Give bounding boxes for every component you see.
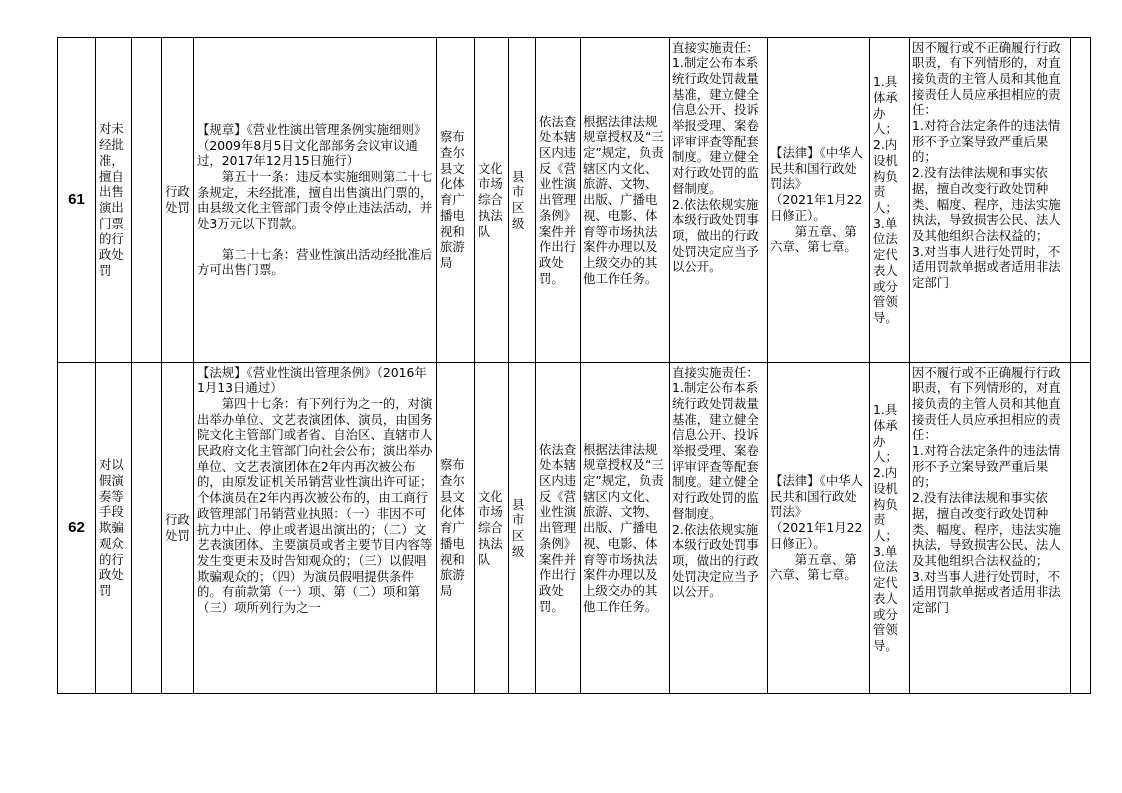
subject-cell: 依法查处本辖区内违反《营业性演出管理条例》案件并作出行政处罚。 [536, 38, 581, 363]
sub-item-cell [132, 38, 162, 363]
law-date: （2021年1月22日修正）。 [770, 192, 863, 223]
accountability-cell: 因不履行或不正确履行行政职责，有下列情形的，对直接负责的主管人员和其他直接责任人员应承担相应的责任： 1.对符合法定条件的违法情形不予立案导致严重后果的； 2.没有法律法规和事实依据，擅自改变行政处罚种类、幅度、程序，违法实施执法，导致损害公民、法人及其他组织合法权益的； 3.对当事人进行处罚时，不适用罚款单据或者适用非法定部门 [910, 38, 1071, 363]
scope-cell: 根据法律法规规章授权及“三定”规定，负责辖区内文化、旅游、文物、出版、广播电视、电影、体育等市场执法案件办理以及上级交办的其他工作任务。 [581, 363, 670, 694]
unit-cell: 文化市场综合执法队 [475, 38, 509, 363]
basis-article: 第四十七条：有下列行为之一的，对演出举办单位、文艺表演团体、演员，由国务院文化主管部门或者省、自治区、直辖市人民政府文化主管部门向社会公布；演出举办单位、文艺表演团体在2年内再次被公布的，由原发证机关吊销营业性演出许可证；个体演员在2年内再次被公布的，由工商行政管理部门吊销营业执照：（一）非因不可抗力中止、停止或者退出演出的；（二）文艺表演团体、主要演员或者主要节目内容等发生变更未及时告知观众的；（三）以假唱欺骗观众的；（四）为演员假唱提供条件的。有前款第（一）项、第（二）项和第（三）项所列行为之一 [197, 395, 433, 616]
responsible-cell: 1.具体承办人； 2.内设机构负责人； 3.单位法定代表人或分管领导。 [870, 38, 910, 363]
level-cell: 县市区级 [509, 363, 536, 694]
row-index: 61 [58, 38, 96, 363]
remark-cell [1071, 363, 1091, 694]
law-chapters: 第五章、第六章、第七章。 [770, 551, 857, 583]
basis-title: 【规章】《营业性演出管理条例实施细则》（2009年8月5日文化部部务会议审议通过，2017年12月15日施行） [197, 121, 427, 169]
duty-cell: 直接实施责任： 1.制定公布本系统行政处罚裁量基准，建立健全信息公开、投诉举报受理、案卷评审评查等配套制度。建立健全对行政处罚的监督制度。 2.依法依规实施本级行政处罚事项，做出的行政处罚决定应当予以公开。 [670, 38, 768, 363]
basis-article-2: 第二十七条：营业性演出活动经批准后方可出售门票。 [197, 246, 433, 278]
law-date: （2021年1月22日修正）。 [770, 520, 863, 551]
scope-cell: 根据法律法规规章授权及“三定”规定，负责辖区内文化、旅游、文物、出版、广播电视、电影、体育等市场执法案件办理以及上级交办的其他工作任务。 [581, 38, 670, 363]
department-cell: 察布查尔县文化体育广播电视和旅游局 [437, 363, 475, 694]
table-row [58, 363, 1091, 694]
level-cell: 县市区级 [509, 38, 536, 363]
legal-basis-cell [194, 363, 437, 694]
sub-item-cell [132, 363, 162, 694]
table-row [58, 38, 1091, 363]
basis-article: 第五十一条：违反本实施细则第二十七条规定，未经批准，擅自出售演出门票的，由县级文化主管部门责令停止违法活动，并处3万元以下罚款。 [197, 168, 433, 232]
law-reference-cell [768, 38, 870, 363]
accountability-cell: 因不履行或不正确履行行政职责，有下列情形的，对直接负责的主管人员和其他直接责任人员应承担相应的责任： 1.对符合法定条件的违法情形不予立案导致严重后果的； 2.没有法律法规和事实依据，擅自改变行政处罚种类、幅度、程序，违法实施执法，导致损害公民、法人及其他组织合法权益的； 3.对当事人进行处罚时，不适用罚款单据或者适用非法定部门 [910, 363, 1071, 694]
item-name-cell: 对未经批准，擅自出售演出门票的行政处罚 [96, 38, 132, 363]
power-list-table [57, 37, 1091, 694]
legal-basis-cell [194, 38, 437, 363]
duty-cell: 直接实施责任： 1.制定公布本系统行政处罚裁量基准，建立健全信息公开、投诉举报受理、案卷评审评查等配套制度。建立健全对行政处罚的监督制度。 2.依法依规实施本级行政处罚事项，做出的行政处罚决定应当予以公开。 [670, 363, 768, 694]
law-title: 【法律】《中华人民共和国行政处罚法》 [770, 473, 863, 520]
department-cell: 察布查尔县文化体育广播电视和旅游局 [437, 38, 475, 363]
unit-cell: 文化市场综合执法队 [475, 363, 509, 694]
law-chapters: 第五章、第六章、第七章。 [770, 223, 857, 255]
remark-cell [1071, 38, 1091, 363]
power-type-cell: 行政处罚 [162, 38, 194, 363]
basis-title: 【法规】《营业性演出管理条例》（2016年1月13日通过） [197, 364, 427, 396]
power-type-cell: 行政处罚 [162, 363, 194, 694]
law-reference-cell [768, 363, 870, 694]
responsible-cell: 1.具体承办人； 2.内设机构负责人； 3.单位法定代表人或分管领导。 [870, 363, 910, 694]
subject-cell: 依法查处本辖区内违反《营业性演出管理条例》案件并作出行政处罚。 [536, 363, 581, 694]
row-index: 62 [58, 363, 96, 694]
item-name-cell: 对以假演奏等手段欺骗观众的行政处罚 [96, 363, 132, 694]
law-title: 【法律】《中华人民共和国行政处罚法》 [770, 145, 863, 192]
